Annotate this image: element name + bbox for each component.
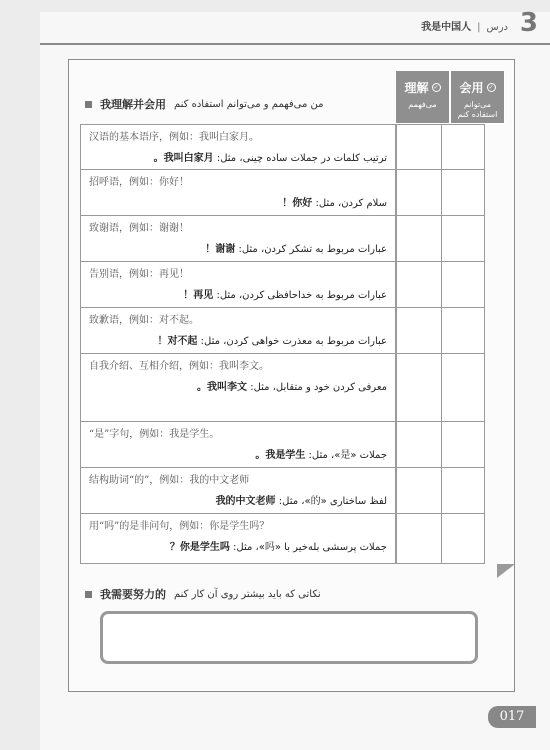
lesson-header: [421, 18, 508, 33]
table-row: [80, 422, 485, 468]
row-example: 再见！: [183, 290, 214, 301]
row-cn: 自我介绍、互相介绍，例如：我叫李文。: [89, 361, 269, 372]
row-fa: لفظ ساختاری «的»، مثل: 我的中文老师: [215, 496, 387, 507]
row-fa: ترتیب کلمات در جملات ساده چینی، مثل: 我叫白家月。: [153, 153, 387, 164]
section-understand-cn: 我理解并会用: [100, 98, 166, 111]
column-can-use-fa: می‌توانم استفاده کنم: [457, 100, 498, 119]
row-cn: 致谢语，例如：谢谢！: [89, 223, 189, 234]
can-use-checkbox[interactable]: [441, 308, 486, 353]
row-cn: 招呼语，例如：你好！: [89, 177, 189, 188]
can-use-checkbox[interactable]: [441, 125, 486, 169]
table-row: [80, 514, 485, 564]
bullet-square-icon: [85, 591, 92, 598]
can-use-checkbox[interactable]: [441, 422, 486, 467]
row-cn: 告别语，例如：再见！: [89, 269, 189, 280]
row-cn: 致歉语，例如：对不起。: [89, 315, 199, 326]
understand-checkbox[interactable]: [396, 216, 441, 261]
column-can-use: [450, 70, 505, 124]
row-example: 你好！: [282, 198, 313, 209]
row-example: 你是学生吗？: [169, 542, 230, 553]
row-fa: عبارات مربوط به خداحافظی کردن، مثل: 再见！: [183, 290, 387, 301]
section-need-work-title: [85, 586, 321, 602]
understand-checkbox[interactable]: [396, 468, 441, 513]
notes-box[interactable]: [100, 611, 478, 664]
row-cn: 汉语的基本语序，例如：我叫白家月。: [89, 132, 259, 143]
header-separator: |: [477, 22, 481, 33]
understand-checkbox[interactable]: [396, 308, 441, 353]
understand-checkbox[interactable]: [396, 514, 441, 563]
can-use-checkbox[interactable]: [441, 514, 486, 563]
row-example: 我叫李文。: [197, 382, 248, 393]
row-fa: عبارات مربوط به معذرت خواهی کردن، مثل: 对不起！: [157, 336, 387, 347]
understand-checkbox[interactable]: [396, 170, 441, 215]
frame-corner-fold: [497, 564, 515, 578]
table-row: [80, 216, 485, 262]
page-number: 017: [488, 706, 536, 728]
column-understand: [395, 70, 450, 124]
check-circle-icon: ✓: [488, 84, 494, 91]
understand-checkbox[interactable]: [396, 262, 441, 307]
section-understand-fa: من می‌فهمم و می‌توانم استفاده کنم: [174, 98, 324, 110]
can-use-checkbox[interactable]: [441, 354, 486, 421]
table-row: [80, 308, 485, 354]
lesson-title-cn: 我是中国人: [421, 22, 472, 33]
row-example: 我叫白家月。: [153, 153, 214, 164]
understand-checkbox[interactable]: [396, 422, 441, 467]
can-use-checkbox[interactable]: [441, 170, 486, 215]
column-understand-cn: 理解: [404, 81, 429, 95]
table-row: [80, 468, 485, 514]
column-can-use-cn: 会用: [459, 81, 484, 95]
row-cn: 用“吗”的是非问句，例如：你是学生吗？: [89, 521, 270, 532]
section-need-work-cn: 我需要努力的: [100, 588, 166, 601]
understand-checkbox[interactable]: [396, 125, 441, 169]
row-example: 对不起！: [157, 336, 198, 347]
table-row: [80, 170, 485, 216]
checklist-table: [80, 124, 485, 564]
row-cn: 结构助词“的”，例如：我的中文老师: [89, 475, 250, 486]
header-rule: [40, 43, 550, 45]
row-fa: معرفی کردن خود و متقابل، مثل: 我叫李文。: [197, 382, 387, 393]
row-fa: جملات پرسشی بله‌خیر با «吗»، مثل: 你是学生吗？: [169, 542, 387, 553]
row-example: 我的中文老师: [215, 496, 276, 507]
column-understand-fa: می‌فهمم: [408, 100, 437, 109]
can-use-checkbox[interactable]: [441, 216, 486, 261]
table-row: [80, 262, 485, 308]
row-fa: سلام کردن، مثل: 你好！: [282, 198, 387, 209]
table-row: [80, 354, 485, 422]
section-understand-title: [85, 96, 323, 112]
lesson-number: 3: [519, 8, 538, 38]
section-need-work-fa: نکاتی که باید بیشتر روی آن کار کنم: [174, 588, 321, 600]
check-circle-icon: ✓: [433, 84, 439, 91]
lesson-label-fa: درس: [486, 22, 508, 33]
row-example: 我是学生。: [255, 450, 306, 461]
can-use-checkbox[interactable]: [441, 262, 486, 307]
row-example: 谢谢！: [205, 244, 236, 255]
understand-checkbox[interactable]: [396, 354, 441, 421]
row-cn: “是”字句，例如：我是学生。: [89, 429, 220, 440]
can-use-checkbox[interactable]: [441, 468, 486, 513]
row-fa: عبارات مربوط به تشکر کردن، مثل: 谢谢！: [205, 244, 387, 255]
row-fa: جملات «是»، مثل: 我是学生。: [255, 450, 387, 461]
bullet-square-icon: [85, 101, 92, 108]
table-row: [80, 124, 485, 170]
